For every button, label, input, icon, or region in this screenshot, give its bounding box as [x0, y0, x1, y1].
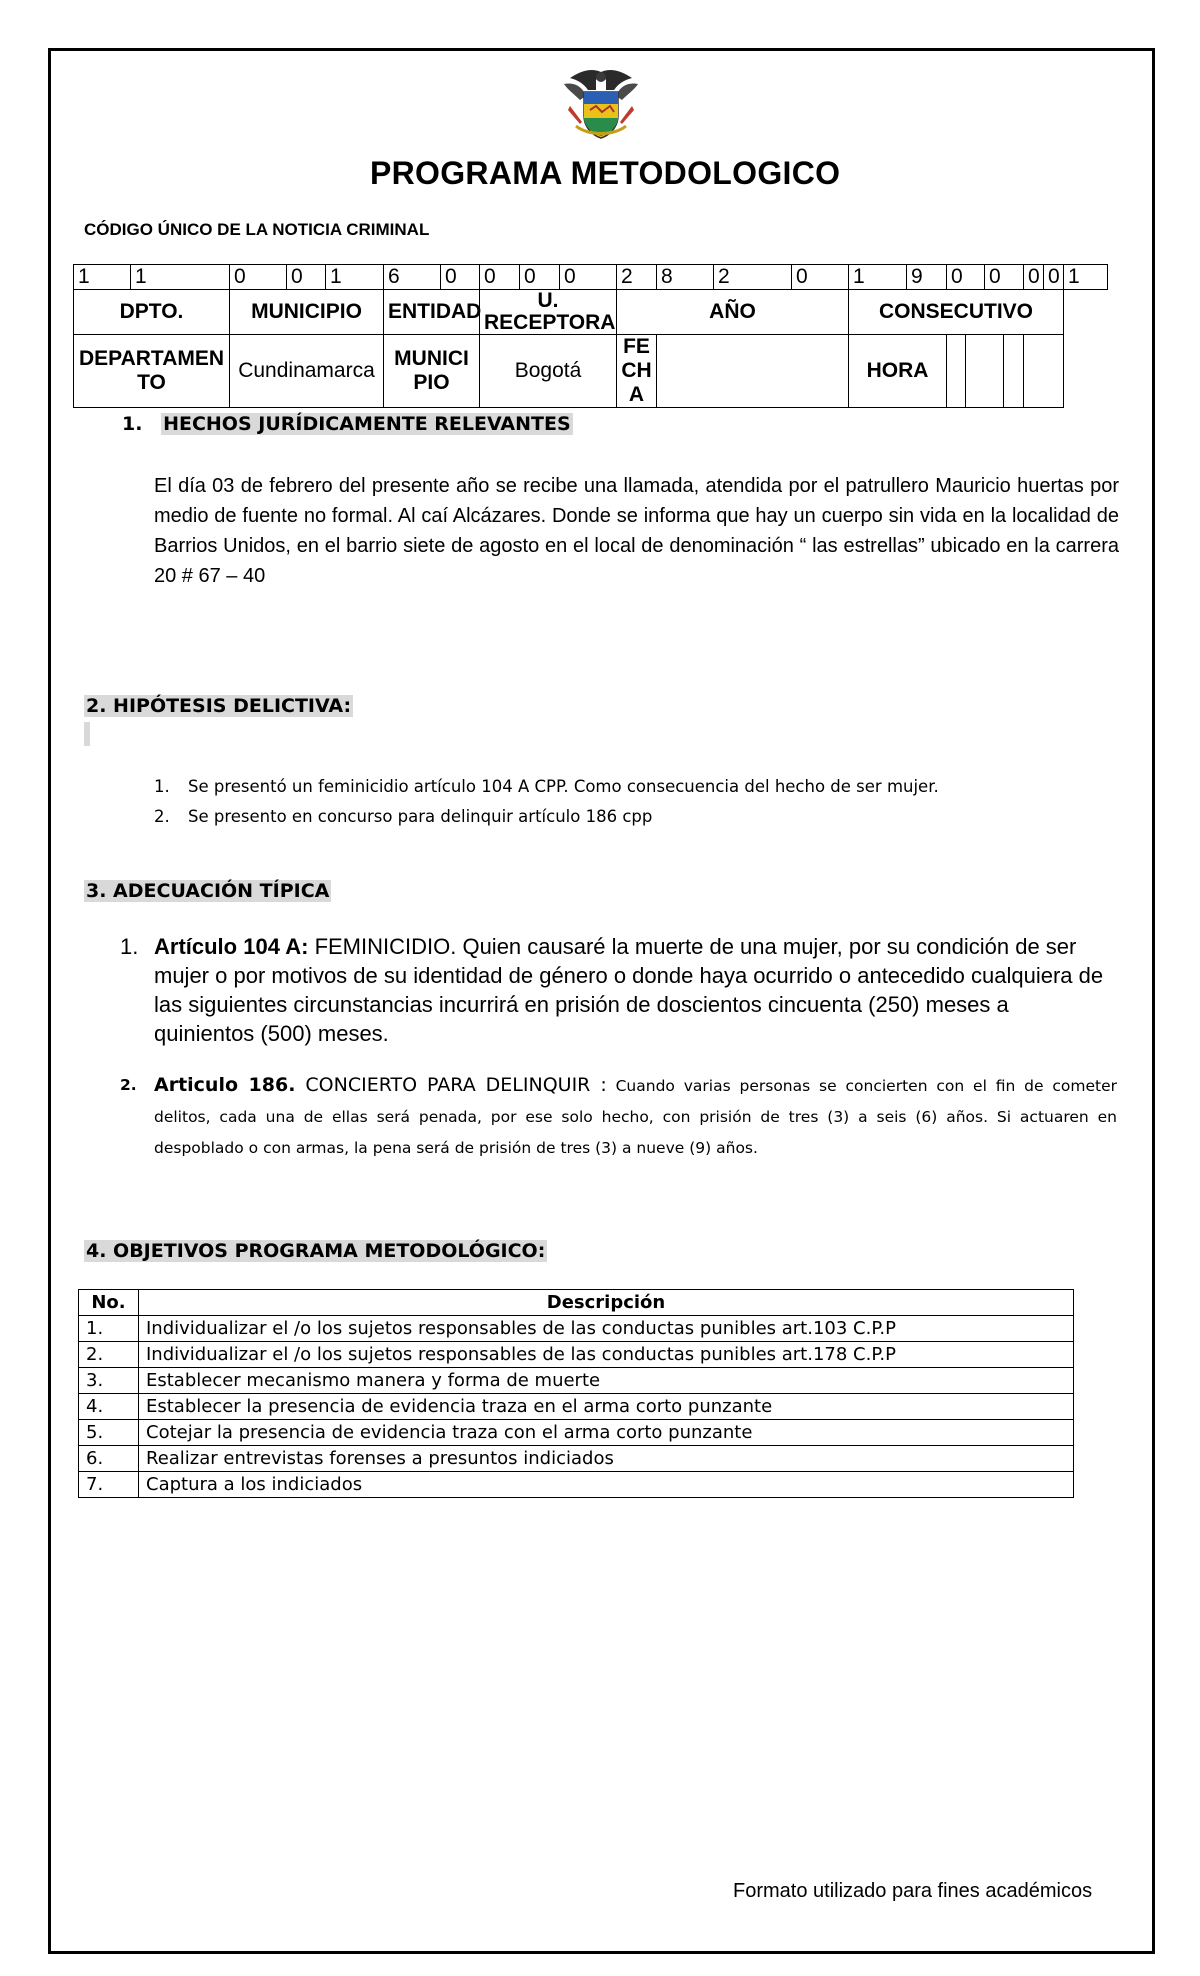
- footer-note: Formato utilizado para fines académicos: [733, 1880, 1093, 1902]
- code-digit: 0: [1024, 265, 1044, 290]
- section-number: 1.: [122, 413, 143, 435]
- code-digit: 2: [714, 265, 792, 290]
- header-municipio: MUNICIPIO: [230, 290, 384, 335]
- table-row: [79, 1342, 1074, 1368]
- row-desc: Realizar entrevistas forenses a presuntos indiciados: [139, 1446, 1074, 1472]
- departamento-value: Cundinamarca: [230, 335, 384, 408]
- code-digit: 1: [326, 265, 384, 290]
- code-digit: 0: [520, 265, 560, 290]
- adecuacion-item-1: 1. Artículo 104 A: FEMINICIDIO. Quien causaré la muerte de una mujer, por su condición de ser mujer o por motivos de su identidad de género o donde haya ocurrido o antecedido cualquiera de las siguientes circunstancias incurrirá en prisión de doscientos cincuenta (250) meses a quinientos (500) meses.: [120, 934, 1104, 1046]
- hora-cell: [947, 335, 966, 408]
- hipotesis-list: [154, 772, 1094, 832]
- fecha-value: [657, 335, 849, 408]
- header-dpto: DPTO.: [74, 290, 230, 335]
- row-desc: Individualizar el /o los sujetos responsables de las conductas punibles art.178 C.P.P: [139, 1342, 1074, 1368]
- table-row: [79, 1368, 1074, 1394]
- header-u-receptora: U. RECEPTORA: [480, 290, 617, 335]
- hora-cell: [1024, 335, 1064, 408]
- highlight-mark: [84, 722, 90, 746]
- section-adecuacion-heading: [84, 880, 331, 902]
- code-digit: 1: [131, 265, 230, 290]
- section-hechos-heading: [122, 413, 573, 435]
- section-title: HECHOS JURÍDICAMENTE RELEVANTES: [163, 413, 571, 435]
- table-row: [79, 1316, 1074, 1342]
- code-label: CÓDIGO ÚNICO DE LA NOTICIA CRIMINAL: [84, 220, 430, 239]
- list-item: 2. Se presento en concurso para delinquir artículo 186 cpp: [154, 807, 653, 826]
- table-row: [79, 1394, 1074, 1420]
- row-no: 4.: [79, 1394, 139, 1420]
- code-digit: 8: [657, 265, 714, 290]
- table-row: [79, 1446, 1074, 1472]
- municipio-label: MUNICIPIO: [384, 335, 480, 408]
- code-digit: 6: [384, 265, 441, 290]
- row-no: 1.: [79, 1316, 139, 1342]
- header-consecutivo: CONSECUTIVO: [849, 290, 1064, 335]
- noticia-code-table: [73, 264, 1108, 408]
- row-desc: Individualizar el /o los sujetos responsables de las conductas punibles art.103 C.P.P: [139, 1316, 1074, 1342]
- hora-cell: [1004, 335, 1024, 408]
- code-digit: 1: [849, 265, 907, 290]
- code-digit: 1: [1064, 265, 1108, 290]
- row-no: 3.: [79, 1368, 139, 1394]
- row-no: 5.: [79, 1420, 139, 1446]
- fecha-label: FECHA: [617, 335, 657, 408]
- section-objetivos-heading: [84, 1240, 547, 1262]
- row-desc: Captura a los indiciados: [139, 1472, 1074, 1498]
- header-entidad: ENTIDAD: [384, 290, 480, 335]
- code-digit: 0: [480, 265, 520, 290]
- section-title: 4. OBJETIVOS PROGRAMA METODOLÓGICO:: [86, 1240, 546, 1262]
- row-no: 6.: [79, 1446, 139, 1472]
- section-hipotesis-heading: [84, 695, 353, 717]
- code-digit: 9: [907, 265, 947, 290]
- code-digit: 0: [1044, 265, 1064, 290]
- section-title: 3. ADECUACIÓN TÍPICA: [86, 880, 330, 902]
- location-row: [74, 335, 1108, 408]
- list-item: 1. Se presentó un feminicidio artículo 104 A CPP. Como consecuencia del hecho de ser mujer.: [154, 777, 939, 796]
- code-headers-row: [74, 290, 1108, 335]
- code-digit: 0: [441, 265, 480, 290]
- code-digit: 0: [947, 265, 985, 290]
- code-digit: 0: [985, 265, 1024, 290]
- header-anio: AÑO: [617, 290, 849, 335]
- code-digit: 0: [287, 265, 326, 290]
- coat-of-arms-icon: [560, 66, 642, 142]
- section-title: 2. HIPÓTESIS DELICTIVA:: [86, 695, 352, 717]
- row-desc: Establecer la presencia de evidencia traza en el arma corto punzante: [139, 1394, 1074, 1420]
- departamento-label: DEPARTAMENTO: [74, 335, 230, 408]
- row-desc: Cotejar la presencia de evidencia traza con el arma corto punzante: [139, 1420, 1074, 1446]
- code-digits-row: [74, 265, 1108, 290]
- row-desc: Establecer mecanismo manera y forma de muerte: [139, 1368, 1074, 1394]
- adecuacion-item-2: 2. Articulo 186. CONCIERTO PARA DELINQUIR : Cuando varias personas se concierten con el fin de cometer delitos, cada una de ellas será penada, por ese solo hecho, con prisión de tres (3) a seis (6) años. Si actuaren en despoblado o con armas, la pena será de prisión de tres (3) a nueve (9) años.: [120, 1074, 1117, 1157]
- hora-label: HORA: [849, 335, 947, 408]
- objetivos-table: [78, 1289, 1074, 1498]
- col-no-header: No.: [79, 1290, 139, 1316]
- row-no: 7.: [79, 1472, 139, 1498]
- table-row: [79, 1472, 1074, 1498]
- page-title: PROGRAMA METODOLOGICO: [370, 155, 841, 191]
- hora-cell: [966, 335, 1004, 408]
- code-digit: 2: [617, 265, 657, 290]
- table-row: [79, 1420, 1074, 1446]
- hechos-paragraph: El día 03 de febrero del presente año se recibe una llamada, atendida por el patrullero Mauricio huertas por medio de fuente no formal. Al caí Alcázares. Donde se informa que hay un cuerpo sin vida en la localidad de Barrios Unidos, en el barrio siete de agosto en el local de denominación “ las estrellas” ubicado en la carrera 20 # 67 – 40: [154, 475, 1119, 587]
- code-digit: 0: [560, 265, 617, 290]
- code-digit: 1: [74, 265, 131, 290]
- municipio-value: Bogotá: [480, 335, 617, 408]
- code-digit: 0: [792, 265, 849, 290]
- row-no: 2.: [79, 1342, 139, 1368]
- table-header-row: [79, 1290, 1074, 1316]
- col-desc-header: Descripción: [139, 1290, 1074, 1316]
- code-digit: 0: [230, 265, 287, 290]
